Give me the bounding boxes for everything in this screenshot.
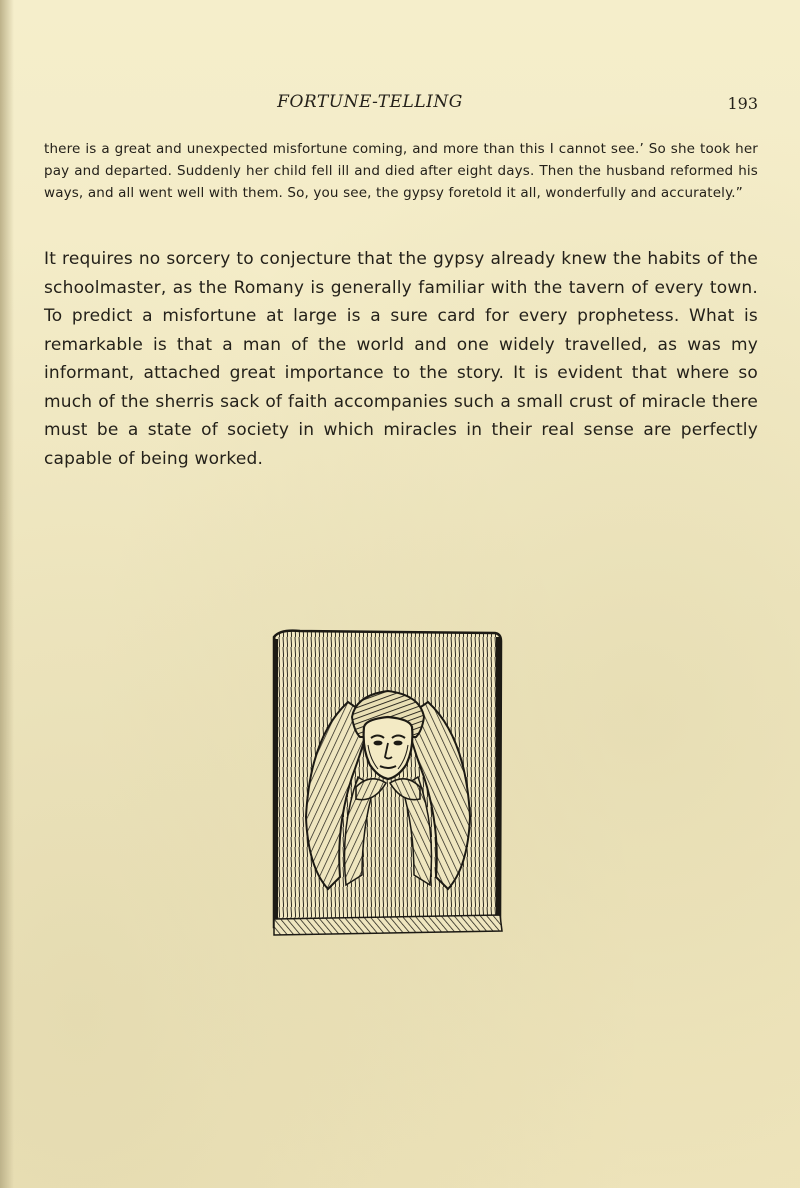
main-text [44,245,758,473]
running-title: FORTUNE-TELLING [277,92,463,112]
page-gutter-shadow [0,0,14,1188]
quote-paragraph: there is a great and unexpected misfortune coming, and more than this I cannot see.’ So she took her pay and departed. Suddenly her child fell ill and died after eight days. Then the husband reformed his ways, and all went well with them. So, you see, the gypsy foretold it all, wonderfully and accurately.” [44,141,758,201]
quoted-passage [44,138,758,204]
winged-cherub-illustration [270,627,505,943]
body-paragraph: It requires no sorcery to conjecture that the gypsy already knew the habits of the schoolmaster, as the Romany is generally familiar with the tavern of every town. To predict a misfortune at large is a sure card for every prophetess. What is remarkable is that a man of the world and one widely travelled, as was my informant, attached great importance to the story. It is evident that where so much of the sherris sack of faith accompanies such a small crust of miracle there must be a state of society in which miracles in their real sense are perfectly capable of being worked. [44,249,758,469]
page-number: 193 [727,94,758,113]
winged-cherub-woodcut-icon [270,627,505,943]
page-header [0,92,800,122]
